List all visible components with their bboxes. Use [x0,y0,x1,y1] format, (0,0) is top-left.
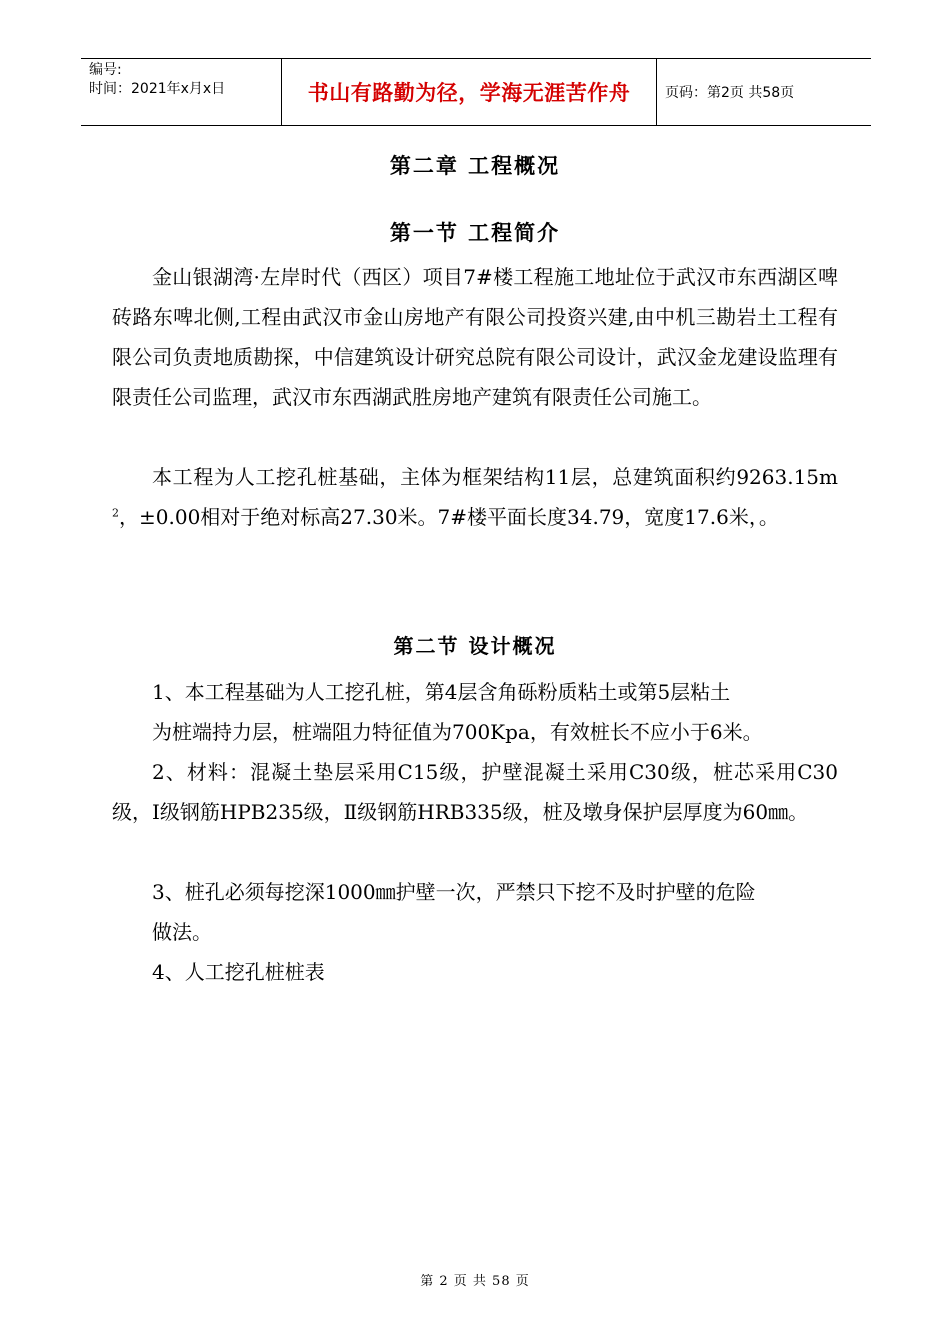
design-item-3-line2: 做法。 [152,920,212,944]
area-unit-superscript: 2 [112,506,119,520]
design-item-1-line1: 1、本工程基础为人工挖孔桩，第4层含角砾粉质粘土或第5层粘土 [152,680,731,704]
section-title-design: 第二节 设计概况 [393,634,557,658]
intro-paragraph: 金山银湖湾·左岸时代（西区）项目7#楼工程施工地址位于武汉市东西湖区啤砖路东啤北侧,工程由武汉市金山房地产有限公司投资兴建,由中机三勘岩土工程有限公司负责地质勘探，中信建筑设计研究总院有限公司设计，武汉金龙建设监理有限责任公司监理，武汉市东西湖武胜房地产建筑有限责任公司施工。 [112,265,838,409]
design-item-1 [112,672,838,752]
header-page-info: 页码：第2页 共58页 [665,85,795,101]
page-header [81,58,871,126]
design-item-4: 4、人工挖孔桩桩表 [152,960,325,984]
chapter-title: 第二章 工程概况 [389,153,561,178]
header-motto: 书山有路勤为径，学海无涯苦作舟 [282,59,657,125]
design-item-1-line2: 为桩端持力层，桩端阻力特征值为700Kpa，有效桩长不应小于6米。 [152,720,763,744]
design-item-2: 2、材料：混凝土垫层采用C15级，护壁混凝土采用C30级，桩芯采用C30级，Ⅰ级钢筋HPB235级，Ⅱ级钢筋HRB335级，桩及墩身保护层厚度为60㎜。 [112,760,838,824]
design-item-3 [112,872,838,952]
page-footer: 第 2 页 共 58 页 [420,1274,530,1289]
overview-paragraph [112,457,838,537]
document-date: 时间：2021年x月x日 [89,81,226,97]
header-meta [81,59,282,125]
document-number-label: 编号: [89,62,122,78]
section-title-introduction: 第一节 工程简介 [389,220,561,245]
overview-text-part2: ，±0.00相对于绝对标高27.30米。7#楼平面长度34.79，宽度17.6米，。 [119,505,779,529]
overview-text-part1: 本工程为人工挖孔桩基础，主体为框架结构11层，总建筑面积约9263.15m [152,465,838,489]
design-item-3-line1: 3、桩孔必须每挖深1000㎜护壁一次，严禁只下挖不及时护壁的危险 [152,880,756,904]
